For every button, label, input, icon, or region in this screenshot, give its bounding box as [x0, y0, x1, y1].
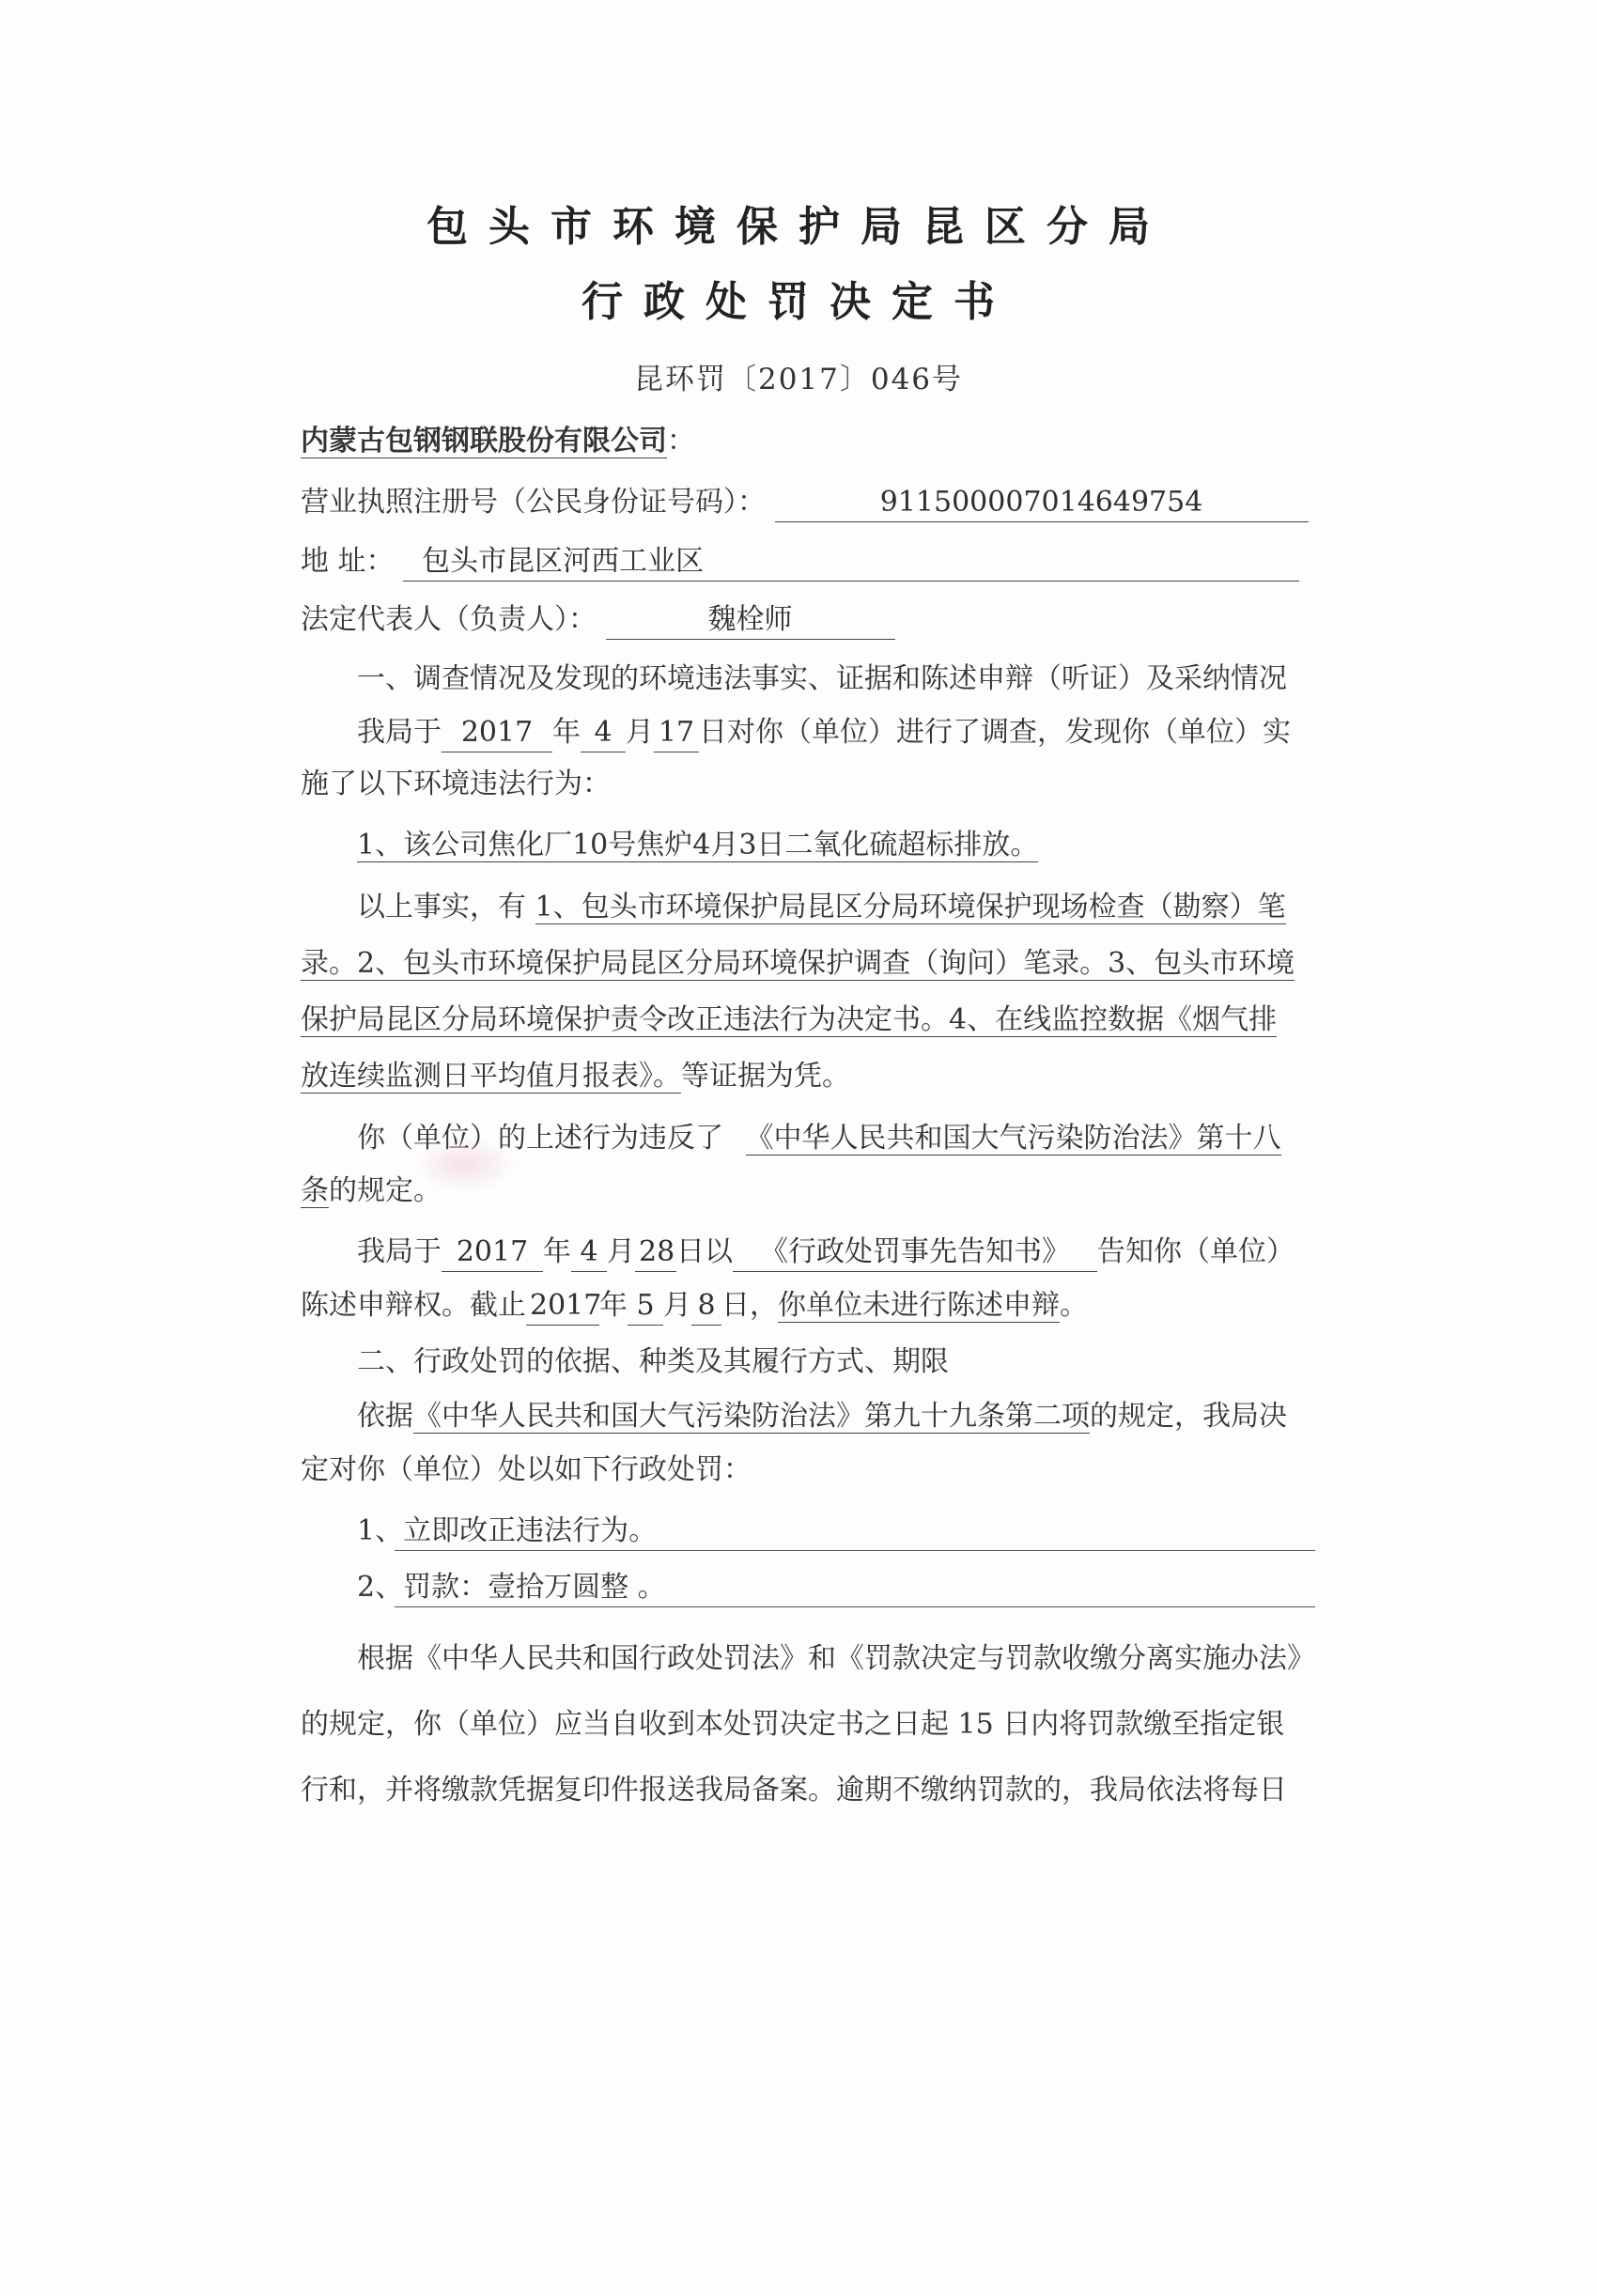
- law-lead: 你（单位）的上述行为违反了: [357, 1122, 723, 1155]
- inv-text-1: 我局于: [357, 716, 442, 749]
- violation-1-text: 1、该公司焦化厂10号焦炉4月3日二氧化硫超标排放。: [357, 829, 1039, 861]
- defense-text-1: 陈述申辩权。截止: [301, 1289, 526, 1322]
- inv-day: 17: [654, 714, 699, 752]
- penalty-1-rule: [395, 1550, 1315, 1551]
- representative-label: 法定代表人（负责人）：: [301, 603, 597, 636]
- party-name-line: [301, 423, 695, 460]
- notice-text-4: 日以: [676, 1235, 733, 1268]
- notice-month: 4: [571, 1233, 607, 1272]
- party-name: 内蒙古包钢钢联股份有限公司: [301, 425, 667, 458]
- section2-heading: 二、行政处罚的依据、种类及其履行方式、期限: [357, 1345, 949, 1378]
- basis-line2: 定对你（单位）处以如下行政处罚：: [301, 1453, 752, 1486]
- license-label: 营业执照注册号（公民身份证号码）：: [301, 486, 766, 519]
- defense-text-2: 年: [599, 1289, 628, 1322]
- law-text-2: 条: [301, 1174, 329, 1207]
- defense-month: 5: [628, 1287, 663, 1326]
- defense-year: 2017: [526, 1287, 599, 1326]
- notice-text-5: 告知你（单位）: [1097, 1235, 1295, 1268]
- defense-text-3: 月: [663, 1289, 691, 1322]
- payment-line3: 行和，并将缴款凭据复印件报送我局备案。逾期不缴纳罚款的，我局依法将每日: [301, 1774, 1287, 1807]
- notice-year: 2017: [442, 1233, 543, 1272]
- evidence-tail: 等证据为凭。: [681, 1060, 850, 1093]
- basis-text-1: 依据: [357, 1400, 413, 1433]
- notice-line: [357, 1233, 1295, 1272]
- agency-title: 包头市环境保护局昆区分局: [426, 203, 1171, 251]
- license-number: 911500007014649754: [775, 484, 1309, 522]
- address-line: [301, 543, 1299, 582]
- investigation-line2: 施了以下环境违法行为：: [301, 768, 611, 800]
- address-label: 地 址：: [301, 545, 395, 578]
- evidence-text-1: 1、包头市环境保护局昆区分局环境保护现场检查（勘察）笔: [535, 891, 1286, 923]
- defense-day: 8: [691, 1287, 721, 1326]
- defense-end: 。: [1060, 1289, 1088, 1322]
- payment-line2: 的规定，你（单位）应当自收到本处罚决定书之日起 15 日内将罚款缴至指定银: [301, 1708, 1285, 1741]
- notice-text-1: 我局于: [357, 1235, 442, 1268]
- inv-year: 2017: [442, 714, 552, 752]
- representative-name: 魏栓师: [606, 601, 895, 640]
- notice-document: 《行政处罚事先告知书》: [733, 1233, 1097, 1272]
- law-tail: 的规定。: [329, 1174, 442, 1207]
- inv-text-4: 日对你（单位）进行了调查，发现你（单位）实: [699, 716, 1291, 749]
- evidence-line3: [301, 1001, 1277, 1039]
- evidence-line1: [357, 889, 1286, 926]
- notice-day: 28: [635, 1233, 676, 1272]
- defense-line: [301, 1287, 1088, 1326]
- payment-line1: 根据《中华人民共和国行政处罚法》和《罚款决定与罚款收缴分离实施办法》: [357, 1642, 1315, 1675]
- evidence-lead: 以上事实，有: [357, 891, 526, 923]
- penalty-2-rule: [395, 1606, 1315, 1607]
- inv-text-3: 月: [626, 716, 654, 749]
- address-value: 包头市昆区河西工业区: [403, 543, 1299, 582]
- basis-law: 《中华人民共和国大气污染防治法》第九十九条第二项: [413, 1400, 1090, 1433]
- evidence-text-4: 放连续监测日平均值月报表》。: [301, 1060, 681, 1093]
- basis-text-2: 的规定，我局决: [1090, 1400, 1287, 1433]
- notice-text-3: 月: [607, 1235, 635, 1268]
- section1-heading: 一、调查情况及发现的环境违法事实、证据和陈述申辩（听证）及采纳情况: [357, 662, 1287, 695]
- investigation-line1: [357, 714, 1291, 752]
- violation-item-1: [357, 827, 1038, 864]
- evidence-line2: [301, 945, 1295, 983]
- inv-month: 4: [581, 714, 626, 752]
- penalty-item-1: 1、立即改正违法行为。: [357, 1514, 658, 1547]
- defense-result: 你单位未进行陈述申辩: [778, 1289, 1060, 1322]
- faint-stamp-mark: [413, 1137, 517, 1193]
- notice-text-2: 年: [543, 1235, 571, 1268]
- law-text-1: 《中华人民共和国大气污染防治法》第十八: [745, 1122, 1281, 1155]
- representative-line: [301, 601, 895, 640]
- inv-text-2: 年: [552, 716, 581, 749]
- document-type-title: 行政处罚决定书: [581, 278, 1016, 326]
- evidence-line4: [301, 1058, 850, 1095]
- penalty-item-2: 2、罚款：壹拾万圆整 。: [357, 1571, 666, 1604]
- party-name-colon: ：: [667, 425, 695, 458]
- document-number: 昆环罚〔2017〕046号: [633, 363, 964, 396]
- evidence-text-3: 保护局昆区分局环境保护责令改正违法行为决定书。4、在线监控数据《烟气排: [301, 1003, 1278, 1036]
- defense-text-4: 日，: [721, 1289, 778, 1322]
- evidence-text-2: 录。2、包头市环境保护局昆区分局环境保护调查（询问）笔录。3、包头市环境: [301, 947, 1295, 980]
- basis-line1: [357, 1398, 1287, 1435]
- license-line: [301, 484, 1309, 522]
